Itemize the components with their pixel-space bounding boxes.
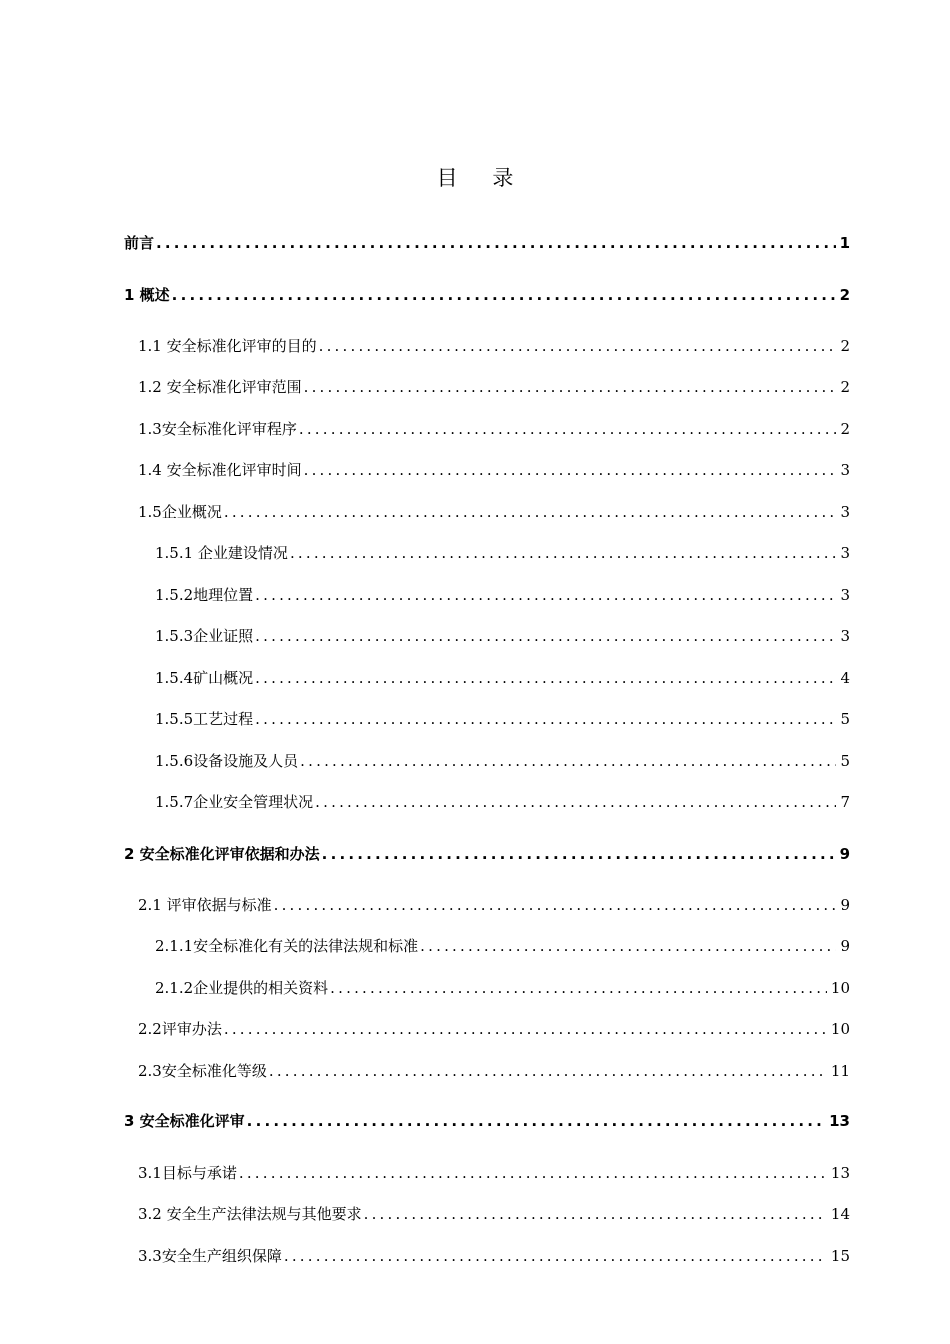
toc-entry-label: 2.1.2企业提供的相关资料 xyxy=(155,979,329,997)
toc-entry-label: 1.5企业概况 xyxy=(138,503,222,521)
toc-leader-dots xyxy=(172,285,836,305)
toc-entry-page: 13 xyxy=(829,1112,850,1130)
toc-entry[interactable] xyxy=(124,454,850,480)
toc-entry-page: 2 xyxy=(840,337,850,355)
toc-entry-page: 9 xyxy=(840,937,850,955)
toc-entry-label: 3 安全标准化评审 xyxy=(124,1112,245,1130)
toc-entry-page: 10 xyxy=(830,1020,850,1038)
toc-entry-label: 1.5.3企业证照 xyxy=(155,627,254,645)
toc-entry[interactable] xyxy=(124,786,850,812)
toc-entry-page: 3 xyxy=(840,461,850,479)
toc-entry-page: 10 xyxy=(830,979,850,997)
toc-leader-dots xyxy=(304,460,837,480)
toc-entry[interactable] xyxy=(124,972,850,998)
toc-entry[interactable] xyxy=(124,889,850,915)
toc-entry[interactable] xyxy=(124,620,850,646)
toc-leader-dots xyxy=(255,585,836,605)
toc-entry-page: 2 xyxy=(840,378,850,396)
toc-entry-page: 2 xyxy=(840,420,850,438)
toc-leader-dots xyxy=(239,1163,827,1183)
toc-leader-dots xyxy=(255,709,836,729)
toc-entry-label: 1.5.7企业安全管理状况 xyxy=(155,793,314,811)
toc-entry-page: 13 xyxy=(830,1164,850,1182)
toc-leader-dots xyxy=(315,792,836,812)
toc-leader-dots xyxy=(156,233,836,253)
toc-entry-label: 3.2 安全生产法律法规与其他要求 xyxy=(138,1205,362,1223)
toc-entry[interactable] xyxy=(124,1198,850,1224)
toc-entry-label: 2 安全标准化评审依据和办法 xyxy=(124,845,320,863)
toc-entry-page: 14 xyxy=(830,1205,850,1223)
toc-entry[interactable] xyxy=(124,227,850,253)
toc-entry-label: 1 概述 xyxy=(124,286,170,304)
toc-leader-dots xyxy=(420,936,836,956)
toc-entry-page: 5 xyxy=(840,752,850,770)
toc-entry-page: 9 xyxy=(840,896,850,914)
toc-entry-label: 1.5.1 企业建设情况 xyxy=(155,544,288,562)
toc-entry-page: 9 xyxy=(839,845,850,863)
toc-entry-label: 1.5.4矿山概况 xyxy=(155,669,254,687)
toc-title: 目 录 xyxy=(436,166,528,190)
toc-entry[interactable] xyxy=(124,1157,850,1183)
toc-entry[interactable] xyxy=(124,330,850,356)
toc-entry-page: 3 xyxy=(840,586,850,604)
toc-entry[interactable] xyxy=(124,838,850,864)
toc-entry-page: 5 xyxy=(840,710,850,728)
toc-entry[interactable] xyxy=(124,662,850,688)
toc-entry[interactable] xyxy=(124,413,850,439)
toc-leader-dots xyxy=(274,895,837,915)
toc-entry[interactable] xyxy=(124,1240,850,1266)
toc-leader-dots xyxy=(299,419,837,439)
toc-leader-dots xyxy=(224,1019,827,1039)
toc-entry-label: 2.2评审办法 xyxy=(138,1020,222,1038)
toc-leader-dots xyxy=(322,844,836,864)
toc-entry-page: 7 xyxy=(840,793,850,811)
toc-entry-label: 2.1 评审依据与标准 xyxy=(138,896,272,914)
toc-entry-page: 11 xyxy=(830,1062,850,1080)
toc-entry-label: 1.2 安全标准化评审范围 xyxy=(138,378,302,396)
toc-leader-dots xyxy=(255,626,836,646)
toc-entry-label: 3.1目标与承诺 xyxy=(138,1164,237,1182)
toc-leader-dots xyxy=(247,1111,825,1131)
toc-entry[interactable] xyxy=(124,496,850,522)
toc-entry[interactable] xyxy=(124,703,850,729)
toc-entry-page: 15 xyxy=(830,1247,850,1265)
toc-leader-dots xyxy=(284,1246,827,1266)
toc-entry-label: 2.3安全标准化等级 xyxy=(138,1062,267,1080)
toc-leader-dots xyxy=(269,1061,827,1081)
toc-leader-dots xyxy=(300,751,836,771)
toc-entry-label: 1.5.6设备设施及人员 xyxy=(155,752,299,770)
toc-entry-label: 1.4 安全标准化评审时间 xyxy=(138,461,302,479)
toc-leader-dots xyxy=(330,978,827,998)
toc-entry-label: 3.3安全生产组织保障 xyxy=(138,1247,282,1265)
toc-entry[interactable] xyxy=(124,579,850,605)
toc-entry[interactable] xyxy=(124,930,850,956)
toc-entry-page: 1 xyxy=(839,234,850,252)
toc-entry[interactable] xyxy=(124,279,850,305)
toc-entry-label: 2.1.1安全标准化有关的法律法规和标准 xyxy=(155,937,419,955)
toc-leader-dots xyxy=(255,668,836,688)
toc-entry-page: 3 xyxy=(840,503,850,521)
toc-entry-page: 2 xyxy=(839,286,850,304)
toc-entry[interactable] xyxy=(124,1055,850,1081)
toc-entry-page: 4 xyxy=(840,669,850,687)
toc-entry-label: 前言 xyxy=(124,234,155,252)
toc-entry[interactable] xyxy=(124,745,850,771)
toc-entry-label: 1.5.5工艺过程 xyxy=(155,710,254,728)
toc-entry[interactable] xyxy=(124,1105,850,1131)
toc-entry-label: 1.3安全标准化评审程序 xyxy=(138,420,297,438)
toc-leader-dots xyxy=(304,377,837,397)
toc-entry[interactable] xyxy=(124,1013,850,1039)
toc-entry[interactable] xyxy=(124,371,850,397)
toc-entry-page: 3 xyxy=(840,627,850,645)
toc-leader-dots xyxy=(319,336,837,356)
toc-leader-dots xyxy=(224,502,837,522)
toc-leader-dots xyxy=(290,543,837,563)
toc-entry-label: 1.5.2地理位置 xyxy=(155,586,254,604)
toc-entry-label: 1.1 安全标准化评审的目的 xyxy=(138,337,317,355)
toc-entry[interactable] xyxy=(124,537,850,563)
toc-leader-dots xyxy=(364,1204,827,1224)
toc-entry-page: 3 xyxy=(840,544,850,562)
